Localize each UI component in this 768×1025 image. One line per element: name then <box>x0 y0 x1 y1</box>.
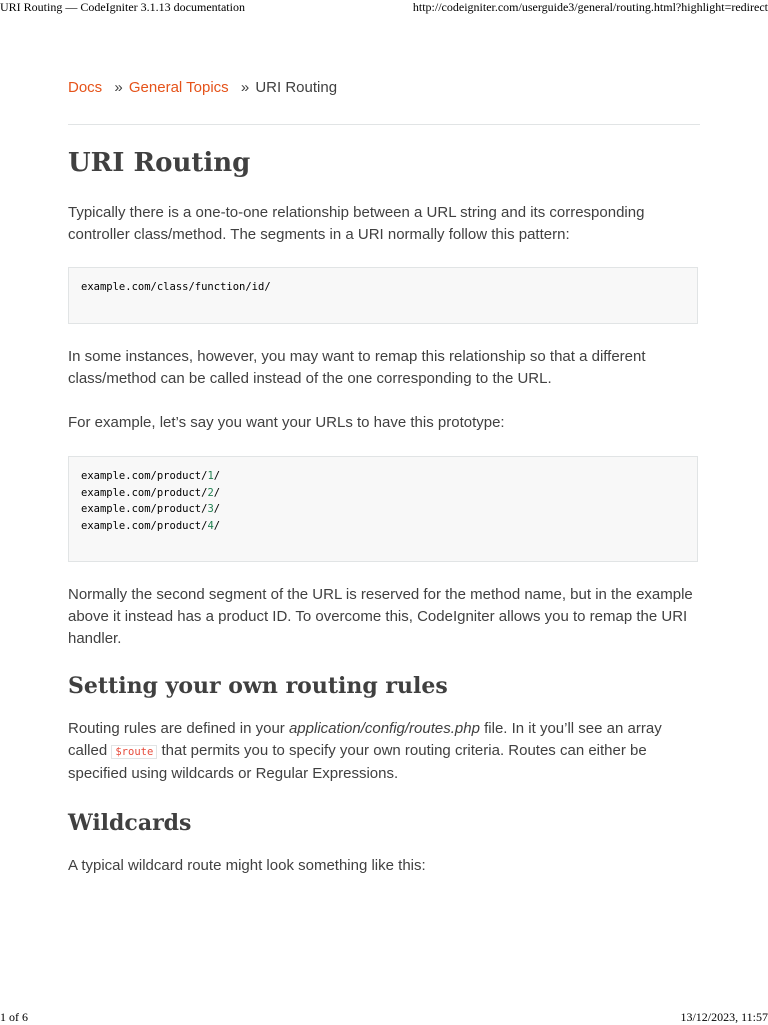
normally-paragraph: Normally the second segment of the URL is reserved for the method name, but in the example above it instead has a product ID. To overcome this, CodeIgniter allows you to remap the URI handler. <box>68 586 693 647</box>
print-header-title: URI Routing — CodeIgniter 3.1.13 documentation <box>0 0 245 14</box>
breadcrumb-general-topics-link[interactable]: General Topics <box>128 79 229 96</box>
code-number: 1 <box>207 470 214 482</box>
print-footer-page: 1 of 6 <box>0 1010 28 1024</box>
wildcard-paragraph: A typical wildcard route might look something like this: <box>68 857 426 874</box>
section-heading-wildcards: Wildcards <box>68 810 192 836</box>
print-header-url: http://codeigniter.com/userguide3/general/routing.html?highlight=redirect <box>412 0 768 14</box>
example-paragraph: For example, let’s say you want your URLs to have this prototype: <box>68 414 505 431</box>
breadcrumb-current: URI Routing <box>255 79 338 96</box>
routing-rules-paragraph: Routing rules are defined in your application/config/routes.php file. In it you’ll see an array called $route that permits you to specify your own routing criteria. Routes can either be specified using wildcards or Regular Expressions. <box>68 720 662 782</box>
section-heading-routing-rules: Setting your own routing rules <box>68 673 448 699</box>
code-line: example.com/product/3/ <box>81 503 221 515</box>
code-line: example.com/product/4/ <box>81 519 221 532</box>
code-number: 3 <box>207 503 214 515</box>
print-footer-datetime: 13/12/2023, 11:57 <box>680 1010 768 1024</box>
code-number: 4 <box>207 519 214 532</box>
divider <box>68 124 700 125</box>
remap-paragraph: In some instances, however, you may want to remap this relationship so that a different class/method can be called instead of the one corresponding to the URL. <box>68 348 646 387</box>
inline-code-route: $route <box>111 745 157 759</box>
code-block-pattern <box>68 267 698 324</box>
breadcrumb-docs-link[interactable]: Docs <box>68 79 103 96</box>
file-path: application/config/routes.php <box>288 720 480 737</box>
code-line: example.com/product/1/ <box>81 470 221 482</box>
code-block-products <box>68 456 698 562</box>
breadcrumb-separator: » <box>240 79 250 96</box>
intro-paragraph: Typically there is a one-to-one relationship between a URL string and its corresponding controller class/method. The segments in a URI normally follow this pattern: <box>68 204 645 243</box>
breadcrumb <box>68 78 337 98</box>
code-number: 2 <box>207 486 214 499</box>
breadcrumb-separator: » <box>114 79 123 96</box>
code-line: example.com/class/function/id/ <box>81 281 271 293</box>
code-line: example.com/product/2/ <box>81 486 221 499</box>
page-title: URI Routing <box>68 148 251 178</box>
